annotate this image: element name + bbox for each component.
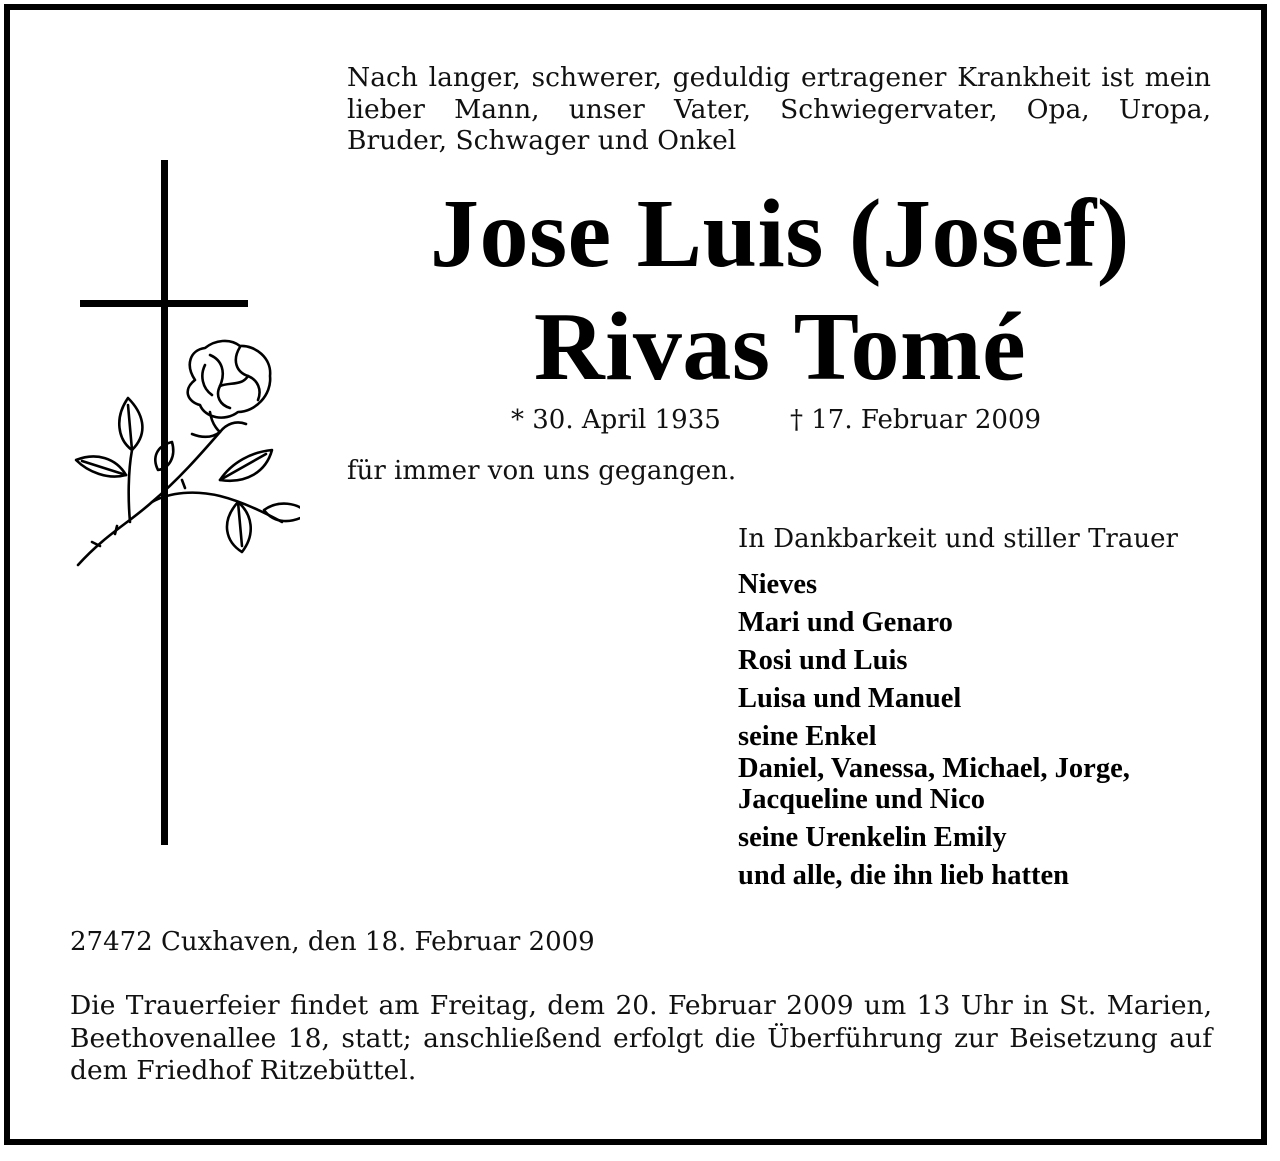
intro-line: Nach langer, schwerer, geduldig ertragener Krankheit ist mein — [347, 62, 1211, 93]
death-date: † 17. Februar 2009 — [790, 405, 1042, 435]
intro-line: Bruder, Schwager und Onkel — [347, 125, 737, 156]
mourner-entry: seine Enkel Daniel, Vanessa, Michael, Jorge, Jacqueline und Nico — [738, 721, 1130, 815]
mourner-entry: Nieves — [738, 569, 818, 600]
place-date: 27472 Cuxhaven, den 18. Februar 2009 — [70, 927, 595, 957]
service-line: Die Trauerfeier findet am Freitag, dem 20. Februar 2009 um 13 Uhr in St. Marien, — [70, 990, 1212, 1021]
birth-date: * 30. April 1935 — [511, 405, 721, 435]
mourner-entry: Mari und Genaro — [738, 607, 953, 638]
rose-icon — [76, 341, 300, 565]
intro-paragraph — [347, 62, 1211, 157]
deceased-name-line1: Jose Luis (Josef) — [430, 180, 1130, 288]
service-line: Beethovenallee 18, statt; anschließend erfolgt die Überführung zur Beisetzung auf — [70, 1022, 1212, 1054]
mourner-entry: und alle, die ihn lieb hatten — [738, 860, 1069, 891]
mourner-entry: Luisa und Manuel — [738, 683, 962, 714]
cross-icon — [80, 160, 248, 845]
funeral-service-notice — [70, 990, 1212, 1088]
deceased-name-line2: Rivas Tomé — [533, 293, 1027, 401]
mourners-list — [738, 569, 1238, 898]
cross-with-rose-illustration — [60, 150, 300, 850]
passed-text: für immer von uns gegangen. — [347, 456, 737, 486]
service-line: dem Friedhof Ritzebüttel. — [70, 1055, 417, 1086]
intro-line: lieber Mann, unser Vater, Schwiegervater, Opa, Uropa, — [347, 93, 1211, 125]
deceased-name — [340, 178, 1220, 404]
mourning-intro: In Dankbarkeit und stiller Trauer — [738, 524, 1178, 554]
mourner-entry: seine Urenkelin Emily — [738, 822, 1007, 853]
mourner-entry: Rosi und Luis — [738, 645, 908, 676]
